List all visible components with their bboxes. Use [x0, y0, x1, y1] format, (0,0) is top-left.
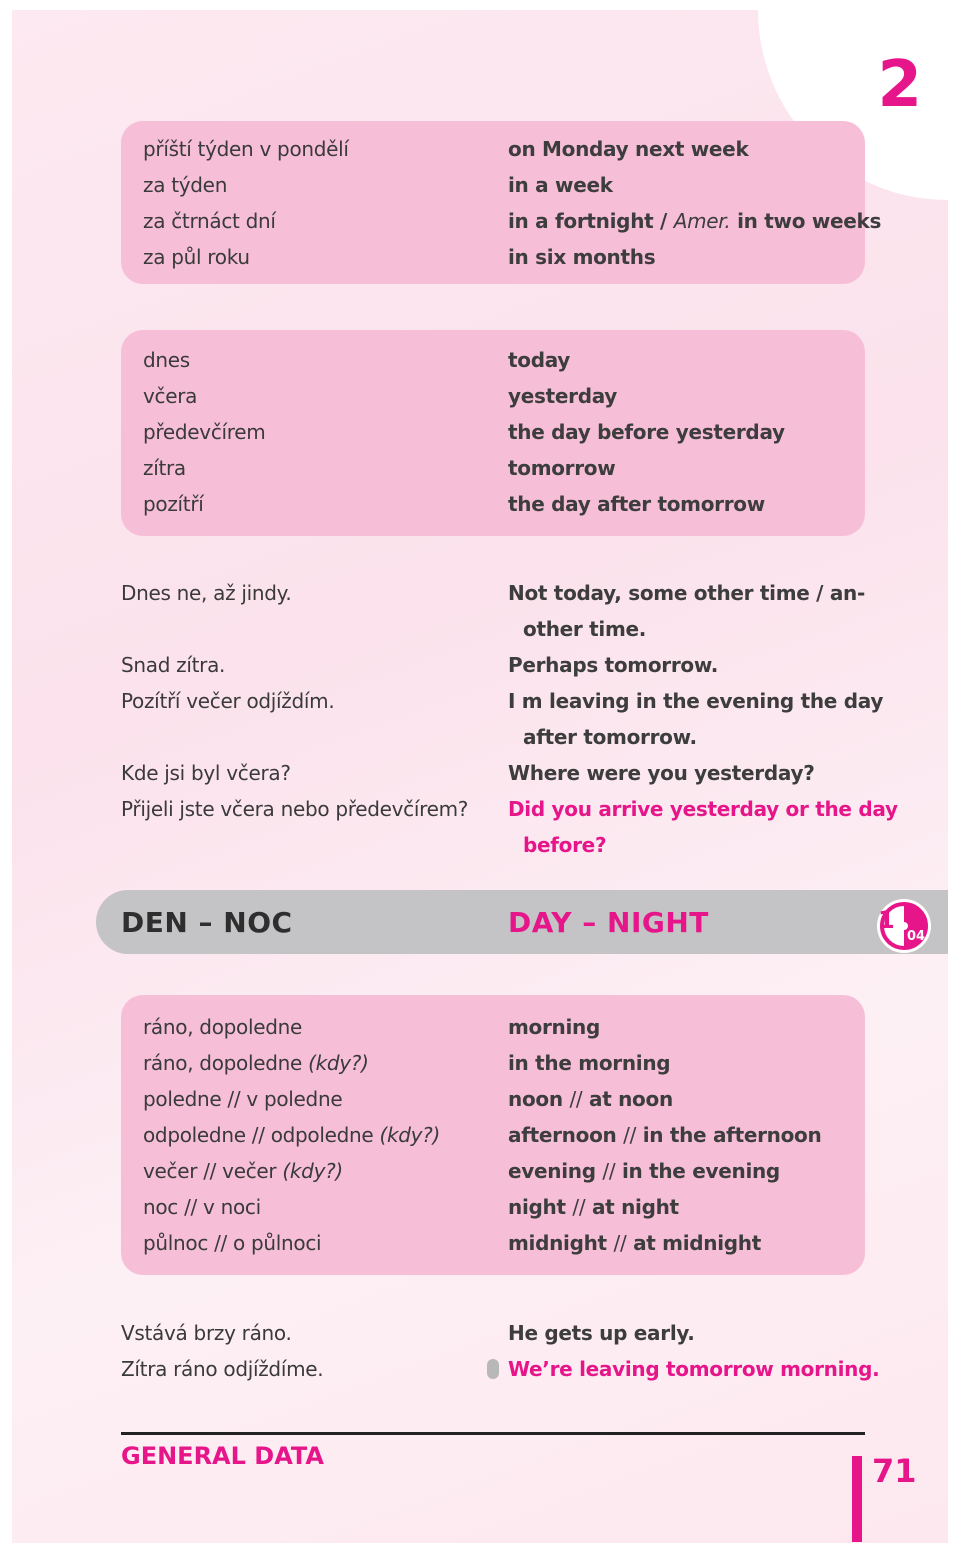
vocab-cz: [143, 1153, 343, 1189]
vocab-en-part: midnight: [508, 1231, 607, 1255]
vocab-en: in the morning: [508, 1051, 671, 1075]
track-number: 04: [907, 929, 926, 944]
separator: //: [623, 1123, 637, 1147]
vocab-en-part: at noon: [589, 1087, 673, 1111]
separator: //: [572, 1195, 586, 1219]
vocab-en-part: afternoon: [508, 1123, 617, 1147]
vocab-en: [508, 1153, 780, 1189]
vocab-en: [508, 1117, 821, 1153]
vocab-cz: včera: [143, 384, 198, 408]
vocab-cz-part: večer // večer: [143, 1159, 283, 1183]
audio-track-icon[interactable]: [876, 898, 932, 954]
example-cz: Pozítří večer odjíždím.: [121, 689, 335, 713]
vocab-en-part: at night: [591, 1195, 679, 1219]
example-en-highlight: Did you arrive yesterday or the day: [508, 797, 898, 821]
vocab-en: the day before yesterday: [508, 420, 785, 444]
example-en-highlight: We’re leaving tomorrow morning.: [508, 1357, 880, 1381]
vocab-cz: poledne // v poledne: [143, 1087, 343, 1111]
vocab-cz: [143, 1117, 440, 1153]
example-cz: Dnes ne, až jindy.: [121, 581, 292, 605]
example-cz: Zítra ráno odjíždíme.: [121, 1357, 324, 1381]
example-en: Not today, some other time / an-: [508, 581, 865, 605]
vocab-en-part: night: [508, 1195, 566, 1219]
vocab-en-note: Amer.: [673, 209, 731, 233]
separator: //: [569, 1087, 583, 1111]
vocab-cz: pozítří: [143, 492, 204, 516]
footer-section-label: GENERAL DATA: [121, 1442, 324, 1470]
example-cz: Přijeli jste včera nebo předevčírem?: [121, 797, 469, 821]
vocab-cz-note: (kdy?): [308, 1051, 369, 1075]
vocab-cz: [143, 1045, 369, 1081]
vocab-en-part: evening: [508, 1159, 596, 1183]
vocab-en-part: in the afternoon: [642, 1123, 822, 1147]
vocab-cz-note: (kdy?): [282, 1159, 343, 1183]
vocab-en: on Monday next week: [508, 137, 749, 161]
vocab-cz-note: (kdy?): [379, 1123, 440, 1147]
example-en-cont: other time.: [523, 617, 647, 641]
microphone-icon[interactable]: [487, 1359, 499, 1379]
vocab-cz: předevčírem: [143, 420, 266, 444]
vocab-en: [508, 1081, 673, 1117]
vocab-en-part: in the evening: [621, 1159, 780, 1183]
separator: //: [602, 1159, 616, 1183]
vocab-cz: za týden: [143, 173, 228, 197]
vocab-cz-part: odpoledne // odpoledne: [143, 1123, 380, 1147]
vocab-en: morning: [508, 1015, 600, 1039]
track-disc: 1: [878, 906, 895, 934]
vocab-cz: zítra: [143, 456, 186, 480]
page-number-bar: [852, 1456, 862, 1542]
vocab-en: tomorrow: [508, 456, 616, 480]
example-cz: Vstává brzy ráno.: [121, 1321, 292, 1345]
footer-rule: [121, 1432, 865, 1435]
example-cz: Kde jsi byl včera?: [121, 761, 291, 785]
example-en: I m leaving in the evening the day: [508, 689, 884, 713]
separator: //: [613, 1231, 627, 1255]
example-en-cont: after tomorrow.: [523, 725, 697, 749]
vocab-en-part: in a fortnight /: [508, 209, 674, 233]
vocab-en-part: noon: [508, 1087, 563, 1111]
example-en: He gets up early.: [508, 1321, 695, 1345]
vocab-cz: dnes: [143, 348, 190, 372]
vocab-cz: ráno, dopoledne: [143, 1015, 303, 1039]
vocab-en-part: at midnight: [633, 1231, 762, 1255]
section-title-cz: DEN – NOC: [121, 906, 293, 939]
vocab-cz: za čtrnáct dní: [143, 209, 276, 233]
page-number: 71: [872, 1452, 917, 1490]
chapter-number: 2: [877, 48, 920, 122]
vocab-en: [508, 1189, 679, 1225]
vocab-cz: půlnoc // o půlnoci: [143, 1231, 322, 1255]
example-en: Where were you yesterday?: [508, 761, 815, 785]
vocab-cz: příští týden v pondělí: [143, 137, 349, 161]
example-en-cont: before?: [523, 833, 607, 857]
vocab-en: in a week: [508, 173, 613, 197]
vocab-cz: za půl roku: [143, 245, 250, 269]
vocab-cz: noc // v noci: [143, 1195, 261, 1219]
vocab-en: [508, 1225, 761, 1261]
vocab-en: in six months: [508, 245, 656, 269]
vocab-en: the day after tomorrow: [508, 492, 765, 516]
section-title-en: DAY – NIGHT: [508, 906, 709, 939]
vocab-cz-part: ráno, dopoledne: [143, 1051, 309, 1075]
vocab-en: today: [508, 348, 571, 372]
example-cz: Snad zítra.: [121, 653, 226, 677]
vocab-en-part: in two weeks: [730, 209, 882, 233]
vocab-en: [508, 203, 881, 239]
example-en: Perhaps tomorrow.: [508, 653, 719, 677]
vocab-en: yesterday: [508, 384, 618, 408]
